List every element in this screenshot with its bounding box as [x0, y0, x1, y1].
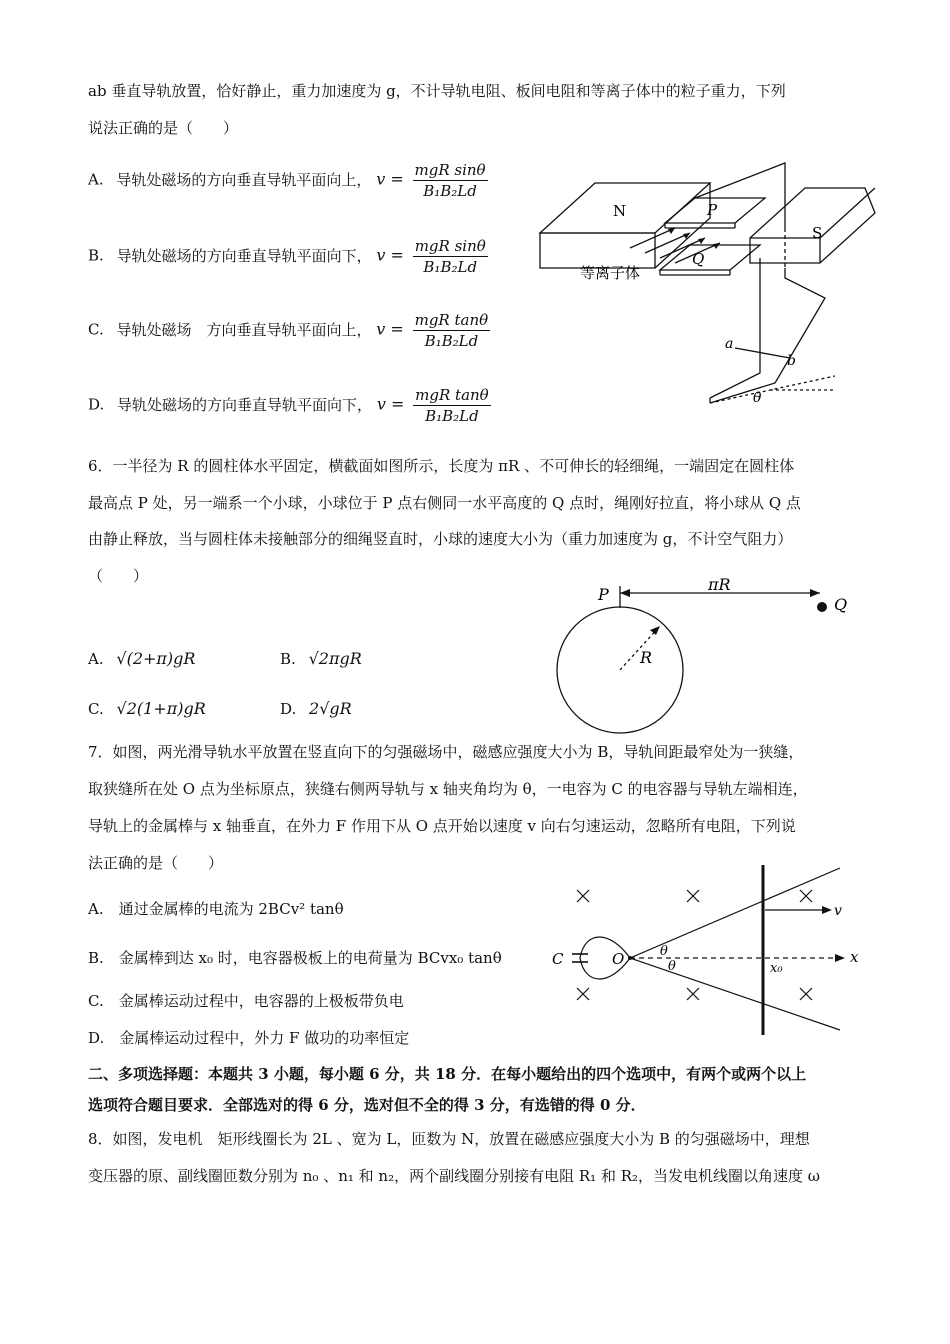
label-r: R — [640, 648, 653, 667]
option-label: A. — [88, 170, 104, 189]
q6-stem-line-4: （ ） — [88, 567, 149, 585]
option-label: C. — [88, 700, 104, 718]
section-2-heading-line-2: 选项符合题目要求．全部选对的得 6 分，选对但不全的得 3 分，有选错的得 0 分． — [88, 1096, 646, 1114]
denominator: B₁B₂Ld — [423, 258, 478, 276]
option-label: C. — [88, 320, 104, 339]
option-text: 导轨处磁场的方向垂直导轨平面向下， — [116, 246, 372, 265]
numerator: mgR sinθ — [414, 161, 486, 179]
label-theta-upper: θ — [660, 944, 668, 959]
option-text: 导轨处磁场的方向垂直导轨平面向下， — [117, 395, 373, 414]
q5-stem-line-1: ab 垂直导轨放置，恰好静止，重力加速度为 g，不计导轨电阻、板间电阻和等离子体中的粒子重力，下列 — [88, 82, 786, 100]
label-q: Q — [834, 595, 848, 614]
fraction — [413, 310, 491, 351]
q6-stem-line-3: 由静止释放，当与圆柱体未接触部分的细绳竖直时，小球的速度大小为（重力加速度为 g，不计空气阻力） — [88, 530, 793, 548]
label-s: S — [812, 224, 823, 242]
v-equals: v = — [376, 245, 404, 265]
numerator: mgR tanθ — [414, 311, 489, 329]
q5-option-a[interactable] — [88, 160, 488, 201]
fraction — [413, 236, 488, 277]
q5-figure-mhd-generator — [535, 158, 885, 418]
q6-option-b[interactable] — [280, 648, 362, 670]
q7-stem-line-3: 导轨上的金属棒与 x 轴垂直，在外力 F 作用下从 O 点开始以速度 v 向右匀速运动，忽略所有电阻，下列说 — [88, 817, 796, 835]
label-pir: πR — [708, 578, 731, 594]
numerator: mgR tanθ — [415, 386, 489, 404]
rod-ab — [735, 348, 790, 358]
numerator: mgR sinθ — [414, 237, 486, 255]
q5-option-b[interactable] — [88, 236, 488, 277]
option-math: √2πgR — [308, 649, 362, 668]
q7-option-a[interactable]: A. 通过金属棒的电流为 2BCv² tanθ — [88, 900, 344, 918]
q5-stem-line-2: 说法正确的是（ ） — [88, 119, 239, 137]
option-label: A. — [88, 650, 104, 668]
field-marks — [577, 890, 812, 1000]
q-plate — [660, 245, 760, 270]
q8-stem-line-1: 8．如图，发电机 矩形线圈长为 2L 、宽为 L，匝数为 N，放置在磁感应强度大小为 B 的匀强磁场中，理想 — [88, 1130, 810, 1148]
label-p: P — [598, 585, 609, 604]
q7-stem-line-1: 7．如图，两光滑导轨水平放置在竖直向下的匀强磁场中，磁感应强度大小为 B，导轨间距最窄处为一狭缝， — [88, 743, 804, 761]
q6-option-a[interactable] — [88, 648, 195, 670]
label-plasma: 等离子体 — [580, 264, 641, 282]
lower-rail — [630, 958, 840, 1030]
option-math: √(2+π)gR — [116, 649, 196, 668]
v-equals: v = — [376, 394, 405, 414]
q7-option-b[interactable]: B. 金属棒到达 x₀ 时，电容器极板上的电荷量为 BCvx₀ tanθ — [88, 949, 502, 967]
q6-stem-line-2: 最高点 P 处，另一端系一个小球，小球位于 P 点右侧同一水平高度的 Q 点时，绳刚好拉直，将小球从 Q 点 — [88, 494, 801, 512]
q7-stem-line-4: 法正确的是（ ） — [88, 854, 224, 872]
q5-option-d[interactable] — [88, 385, 491, 426]
n-magnet-front — [540, 233, 655, 268]
q6-stem-line-1: 6．一半径为 R 的圆柱体水平固定，横截面如图所示，长度为 πR 、不可伸长的轻细绳，一端固定在圆柱体 — [88, 457, 795, 475]
option-text: 导轨处磁场的方向垂直导轨平面向上， — [116, 170, 372, 189]
option-label: D. — [88, 395, 105, 414]
q6-option-d[interactable] — [280, 698, 352, 720]
rail-left — [710, 258, 760, 398]
label-o: O — [612, 950, 625, 968]
q8-stem-line-2: 变压器的原、副线圈匝数分别为 n₀ 、n₁ 和 n₂，两个副线圈分别接有电阻 R₁ 和 R₂，当发电机线圈以角速度 ω — [88, 1167, 821, 1185]
label-a: a — [725, 336, 734, 352]
option-text: 导轨处磁场 方向垂直导轨平面向上， — [116, 320, 372, 339]
label-x0: x₀ — [770, 961, 783, 976]
option-label: B. — [280, 650, 296, 668]
label-p: P — [707, 201, 718, 219]
q6-figure-cylinder — [550, 578, 860, 738]
fraction — [413, 160, 488, 201]
q7-option-c[interactable]: C. 金属棒运动过程中，电容器的上极板带负电 — [88, 992, 404, 1010]
v-equals: v = — [376, 319, 404, 339]
q5-option-c[interactable] — [88, 310, 490, 351]
v-equals: v = — [376, 169, 404, 189]
denominator: B₁B₂Ld — [425, 407, 479, 425]
label-v: v — [834, 903, 842, 919]
q7-figure-rails — [550, 860, 870, 1040]
ball — [817, 602, 827, 612]
q7-option-d[interactable]: D. 金属棒运动过程中，外力 F 做功的功率恒定 — [88, 1029, 410, 1047]
label-b: b — [787, 353, 796, 369]
label-q: Q — [692, 250, 705, 268]
label-theta-lower: θ — [668, 959, 676, 974]
option-label: B. — [88, 246, 104, 265]
denominator: B₁B₂Ld — [423, 182, 477, 200]
label-n: N — [613, 202, 627, 220]
q6-option-c[interactable] — [88, 698, 206, 720]
denominator: B₁B₂Ld — [424, 332, 479, 350]
option-label: D. — [280, 700, 297, 718]
fraction — [413, 385, 491, 426]
option-math: 2√gR — [309, 699, 352, 718]
q7-stem-line-2: 取狭缝所在处 O 点为坐标原点，狭缝右侧两导轨与 x 轴夹角均为 θ，一电容为 C 的电容器与导轨左端相连， — [88, 780, 808, 798]
label-theta: θ — [753, 390, 762, 406]
label-c: C — [552, 950, 564, 968]
option-math: √2(1+π)gR — [116, 699, 206, 718]
section-2-heading-line-1: 二、多项选择题：本题共 3 小题，每小题 6 分，共 18 分．在每小题给出的四个选项中，有两个或两个以上 — [88, 1065, 807, 1083]
label-x: x — [850, 948, 859, 966]
